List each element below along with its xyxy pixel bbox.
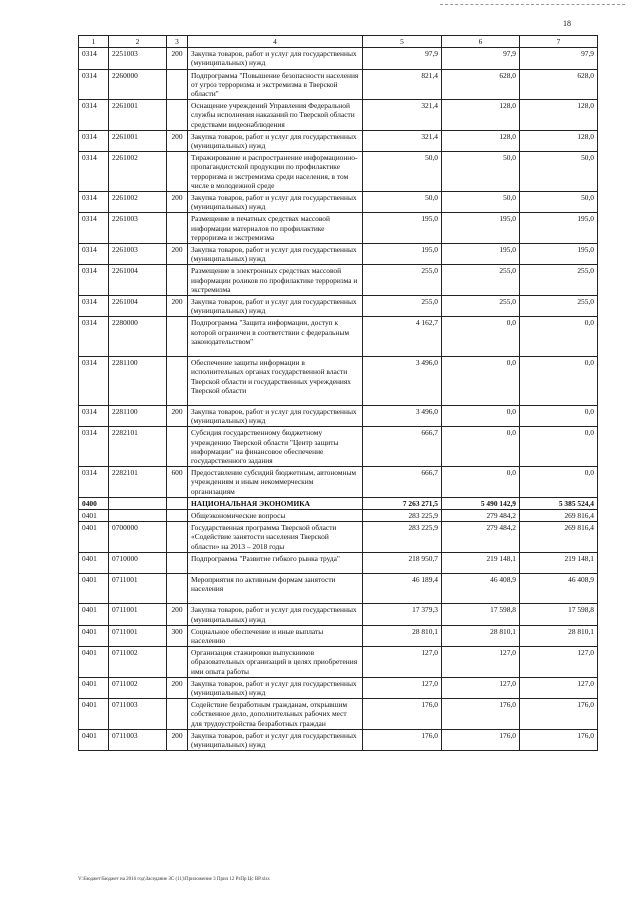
section-code: 0401 xyxy=(79,677,109,698)
item-name: Подпрограмма "Защита информации, доступ к которой ограничен в соответствии с федеральным законодательством" xyxy=(188,317,363,357)
amount-2016: 176,0 xyxy=(363,729,442,750)
amount-2016: 321,4 xyxy=(363,100,442,131)
expense-type-code: 200 xyxy=(167,48,188,69)
amount-2017: 628,0 xyxy=(442,69,520,100)
amount-2018: 195,0 xyxy=(520,213,598,244)
section-code: 0401 xyxy=(79,647,109,678)
amount-2017: 128,0 xyxy=(442,100,520,131)
amount-2017: 50,0 xyxy=(442,152,520,192)
amount-2018: 255,0 xyxy=(520,296,598,317)
column-number-row xyxy=(79,36,598,48)
amount-2018: 127,0 xyxy=(520,647,598,678)
amount-2017: 46 408,9 xyxy=(442,573,520,603)
amount-2017: 255,0 xyxy=(442,296,520,317)
amount-2016: 218 950,7 xyxy=(363,552,442,573)
item-name: Закупка товаров, работ и услуг для государственных (муниципальных) нужд xyxy=(188,729,363,750)
target-code: 2282101 xyxy=(109,427,167,467)
section-code: 0314 xyxy=(79,317,109,357)
expense-type-code xyxy=(167,497,188,509)
amount-2018: 97,9 xyxy=(520,48,598,69)
section-code: 0314 xyxy=(79,265,109,296)
amount-2016: 50,0 xyxy=(363,192,442,213)
item-name: Подпрограмма "Развитие гибкого рынка труда" xyxy=(188,552,363,573)
file-path-footer: V:\Бюджет\Бюджет на 2016 год\Заседание ЗС (11)\Приложение 3 Прил 12 РзПр Цс ВР.xlsx xyxy=(78,877,270,882)
amount-2016: 97,9 xyxy=(363,48,442,69)
amount-2017: 127,0 xyxy=(442,647,520,678)
target-code: 2261002 xyxy=(109,152,167,192)
amount-2018: 176,0 xyxy=(520,729,598,750)
target-code: 2261001 xyxy=(109,130,167,151)
amount-2016: 176,0 xyxy=(363,699,442,730)
target-code: 0700000 xyxy=(109,522,167,553)
amount-2017: 195,0 xyxy=(442,244,520,265)
amount-2016: 127,0 xyxy=(363,647,442,678)
table-row xyxy=(79,647,598,678)
target-code: 0711001 xyxy=(109,573,167,603)
amount-2017: 5 490 142,9 xyxy=(442,497,520,509)
amount-2016: 3 496,0 xyxy=(363,405,442,426)
budget-table xyxy=(78,35,598,751)
table-row xyxy=(79,467,598,498)
item-name: Закупка товаров, работ и услуг для государственных (муниципальных) нужд xyxy=(188,677,363,698)
expense-type-code: 200 xyxy=(167,192,188,213)
amount-2017: 279 484,2 xyxy=(442,509,520,521)
amount-2018: 128,0 xyxy=(520,100,598,131)
item-name: Закупка товаров, работ и услуг для государственных (муниципальных) нужд xyxy=(188,244,363,265)
amount-2017: 176,0 xyxy=(442,699,520,730)
table-row xyxy=(79,497,598,509)
amount-2017: 0,0 xyxy=(442,317,520,357)
item-name: Содействие безработным гражданам, открывшим собственное дело, дополнительных рабочих мест для трудоустройства безработных граждан xyxy=(188,699,363,730)
item-name: Закупка товаров, работ и услуг для государственных (муниципальных) нужд xyxy=(188,48,363,69)
amount-2016: 46 189,4 xyxy=(363,573,442,603)
column-header: 6 xyxy=(442,36,520,48)
item-name: Размещение в печатных средствах массовой информации материалов по профилактике терроризма и экстремизма xyxy=(188,213,363,244)
amount-2018: 50,0 xyxy=(520,192,598,213)
amount-2017: 128,0 xyxy=(442,130,520,151)
section-code: 0314 xyxy=(79,100,109,131)
amount-2018: 5 385 524,4 xyxy=(520,497,598,509)
target-code: 2261004 xyxy=(109,296,167,317)
expense-type-code: 600 xyxy=(167,467,188,498)
table-row xyxy=(79,427,598,467)
target-code: 0711002 xyxy=(109,647,167,678)
amount-2018: 17 598,8 xyxy=(520,604,598,625)
amount-2018: 46 408,9 xyxy=(520,573,598,603)
amount-2017: 0,0 xyxy=(442,357,520,406)
expense-type-code: 200 xyxy=(167,130,188,151)
table-row xyxy=(79,130,598,151)
amount-2017: 176,0 xyxy=(442,729,520,750)
amount-2016: 127,0 xyxy=(363,677,442,698)
section-code: 0401 xyxy=(79,729,109,750)
target-code: 2282101 xyxy=(109,467,167,498)
section-code: 0314 xyxy=(79,192,109,213)
table-row xyxy=(79,296,598,317)
amount-2016: 283 225,9 xyxy=(363,509,442,521)
amount-2016: 666,7 xyxy=(363,427,442,467)
table-row xyxy=(79,405,598,426)
amount-2016: 283 225,9 xyxy=(363,522,442,553)
amount-2016: 4 162,7 xyxy=(363,317,442,357)
table-row xyxy=(79,729,598,750)
expense-type-code: 200 xyxy=(167,296,188,317)
amount-2016: 50,0 xyxy=(363,152,442,192)
expense-type-code xyxy=(167,213,188,244)
table-row xyxy=(79,552,598,573)
target-code: 0711002 xyxy=(109,677,167,698)
target-code: 2261001 xyxy=(109,100,167,131)
item-name: НАЦИОНАЛЬНАЯ ЭКОНОМИКА xyxy=(188,497,363,509)
amount-2018: 0,0 xyxy=(520,317,598,357)
amount-2018: 0,0 xyxy=(520,357,598,406)
section-code: 0400 xyxy=(79,497,109,509)
item-name: Оснащение учреждений Управления Федеральной службы исполнения наказаний по Тверской области средствами видеонаблюдения xyxy=(188,100,363,131)
expense-type-code xyxy=(167,699,188,730)
expense-type-code xyxy=(167,152,188,192)
amount-2016: 666,7 xyxy=(363,467,442,498)
section-code: 0401 xyxy=(79,552,109,573)
target-code: 2261003 xyxy=(109,244,167,265)
expense-type-code: 200 xyxy=(167,244,188,265)
section-code: 0314 xyxy=(79,357,109,406)
amount-2016: 28 810,1 xyxy=(363,625,442,646)
table-row xyxy=(79,265,598,296)
item-name: Закупка товаров, работ и услуг для государственных (муниципальных) нужд xyxy=(188,604,363,625)
item-name: Организация стажировки выпускников образовательных организаций в целях приобретения ими опыта работы xyxy=(188,647,363,678)
item-name: Предоставление субсидий бюджетным, автономным учреждениям и иным некоммерческим организациям xyxy=(188,467,363,498)
column-header: 2 xyxy=(109,36,167,48)
table-row xyxy=(79,48,598,69)
table-row xyxy=(79,509,598,521)
expense-type-code: 200 xyxy=(167,604,188,625)
amount-2018: 195,0 xyxy=(520,244,598,265)
amount-2016: 821,4 xyxy=(363,69,442,100)
section-code: 0314 xyxy=(79,69,109,100)
column-header: 4 xyxy=(188,36,363,48)
amount-2017: 0,0 xyxy=(442,427,520,467)
column-header: 5 xyxy=(363,36,442,48)
section-code: 0401 xyxy=(79,573,109,603)
amount-2017: 127,0 xyxy=(442,677,520,698)
item-name: Подпрограмма "Повышение безопасности населения от угроз терроризма и экстремизма в Тверской области" xyxy=(188,69,363,100)
target-code: 2251003 xyxy=(109,48,167,69)
amount-2018: 176,0 xyxy=(520,699,598,730)
section-code: 0314 xyxy=(79,427,109,467)
expense-type-code xyxy=(167,522,188,553)
expense-type-code xyxy=(167,647,188,678)
amount-2018: 127,0 xyxy=(520,677,598,698)
target-code: 0711001 xyxy=(109,625,167,646)
table-row xyxy=(79,69,598,100)
expense-type-code xyxy=(167,265,188,296)
amount-2016: 7 263 271,5 xyxy=(363,497,442,509)
table-row xyxy=(79,699,598,730)
amount-2016: 17 379,3 xyxy=(363,604,442,625)
target-code: 2280000 xyxy=(109,317,167,357)
amount-2018: 28 810,1 xyxy=(520,625,598,646)
amount-2017: 50,0 xyxy=(442,192,520,213)
section-code: 0314 xyxy=(79,152,109,192)
amount-2018: 269 816,4 xyxy=(520,522,598,553)
target-code: 2281100 xyxy=(109,405,167,426)
section-code: 0401 xyxy=(79,522,109,553)
item-name: Закупка товаров, работ и услуг для государственных (муниципальных) нужд xyxy=(188,130,363,151)
item-name: Социальное обеспечение и иные выплаты населению xyxy=(188,625,363,646)
section-code: 0314 xyxy=(79,244,109,265)
expense-type-code xyxy=(167,69,188,100)
item-name: Обеспечение защиты информации в исполнительных органах государственной власти Тверской области и государственных учреждениях Тверской области xyxy=(188,357,363,406)
amount-2016: 195,0 xyxy=(363,213,442,244)
expense-type-code xyxy=(167,573,188,603)
expense-type-code: 200 xyxy=(167,677,188,698)
expense-type-code xyxy=(167,427,188,467)
table-row xyxy=(79,677,598,698)
target-code: 0711003 xyxy=(109,699,167,730)
expense-type-code xyxy=(167,509,188,521)
target-code: 0711003 xyxy=(109,729,167,750)
table-row xyxy=(79,192,598,213)
expense-type-code xyxy=(167,357,188,406)
target-code: 2261004 xyxy=(109,265,167,296)
expense-type-code: 200 xyxy=(167,405,188,426)
section-code: 0401 xyxy=(79,699,109,730)
target-code: 2261002 xyxy=(109,192,167,213)
page-number: 18 xyxy=(563,19,571,28)
expense-type-code: 300 xyxy=(167,625,188,646)
amount-2018: 219 148,1 xyxy=(520,552,598,573)
table-row xyxy=(79,573,598,603)
amount-2017: 0,0 xyxy=(442,467,520,498)
section-code: 0314 xyxy=(79,130,109,151)
amount-2017: 97,9 xyxy=(442,48,520,69)
header-scan-marks xyxy=(440,4,625,6)
section-code: 0314 xyxy=(79,213,109,244)
section-code: 0401 xyxy=(79,509,109,521)
amount-2017: 255,0 xyxy=(442,265,520,296)
item-name: Закупка товаров, работ и услуг для государственных (муниципальных) нужд xyxy=(188,296,363,317)
table-row xyxy=(79,625,598,646)
expense-type-code xyxy=(167,317,188,357)
target-code: 2281100 xyxy=(109,357,167,406)
table-row xyxy=(79,152,598,192)
table-row xyxy=(79,317,598,357)
amount-2016: 255,0 xyxy=(363,265,442,296)
amount-2016: 3 496,0 xyxy=(363,357,442,406)
target-code xyxy=(109,497,167,509)
section-code: 0314 xyxy=(79,48,109,69)
expense-type-code xyxy=(167,100,188,131)
section-code: 0314 xyxy=(79,467,109,498)
table-row xyxy=(79,604,598,625)
amount-2016: 321,4 xyxy=(363,130,442,151)
item-name: Размещение в электронных средствах массовой информации роликов по профилактике терроризма и экстремизма xyxy=(188,265,363,296)
amount-2017: 279 484,2 xyxy=(442,522,520,553)
amount-2018: 0,0 xyxy=(520,467,598,498)
table-row xyxy=(79,522,598,553)
target-code: 0710000 xyxy=(109,552,167,573)
amount-2018: 128,0 xyxy=(520,130,598,151)
amount-2016: 195,0 xyxy=(363,244,442,265)
amount-2018: 255,0 xyxy=(520,265,598,296)
section-code: 0314 xyxy=(79,296,109,317)
item-name: Мероприятия по активным формам занятости населения xyxy=(188,573,363,603)
item-name: Тиражирование и распространение информационно-пропагандистской продукции по профилактике терроризма и экстремизма среди населения, в том числе в молодежной среде xyxy=(188,152,363,192)
section-code: 0401 xyxy=(79,604,109,625)
amount-2018: 628,0 xyxy=(520,69,598,100)
column-header: 3 xyxy=(167,36,188,48)
amount-2017: 195,0 xyxy=(442,213,520,244)
target-code xyxy=(109,509,167,521)
amount-2017: 219 148,1 xyxy=(442,552,520,573)
column-header: 7 xyxy=(520,36,598,48)
item-name: Закупка товаров, работ и услуг для государственных (муниципальных) нужд xyxy=(188,192,363,213)
amount-2018: 0,0 xyxy=(520,427,598,467)
table-row xyxy=(79,100,598,131)
target-code: 2260000 xyxy=(109,69,167,100)
table-row xyxy=(79,244,598,265)
amount-2017: 17 598,8 xyxy=(442,604,520,625)
item-name: Закупка товаров, работ и услуг для государственных (муниципальных) нужд xyxy=(188,405,363,426)
amount-2017: 0,0 xyxy=(442,405,520,426)
table-row xyxy=(79,357,598,406)
expense-type-code xyxy=(167,552,188,573)
amount-2018: 269 816,4 xyxy=(520,509,598,521)
expense-type-code: 200 xyxy=(167,729,188,750)
amount-2017: 28 810,1 xyxy=(442,625,520,646)
item-name: Государственная программа Тверской области «Содействие занятости населения Тверской области» на 2013 – 2018 годы xyxy=(188,522,363,553)
section-code: 0401 xyxy=(79,625,109,646)
amount-2018: 50,0 xyxy=(520,152,598,192)
target-code: 0711001 xyxy=(109,604,167,625)
target-code: 2261003 xyxy=(109,213,167,244)
column-header: 1 xyxy=(79,36,109,48)
amount-2016: 255,0 xyxy=(363,296,442,317)
section-code: 0314 xyxy=(79,405,109,426)
table-row xyxy=(79,213,598,244)
amount-2018: 0,0 xyxy=(520,405,598,426)
item-name: Общеэкономические вопросы xyxy=(188,509,363,521)
item-name: Субсидия государственному бюджетному учреждению Тверской области "Центр защиты информации" на финансовое обеспечение государственного задания xyxy=(188,427,363,467)
